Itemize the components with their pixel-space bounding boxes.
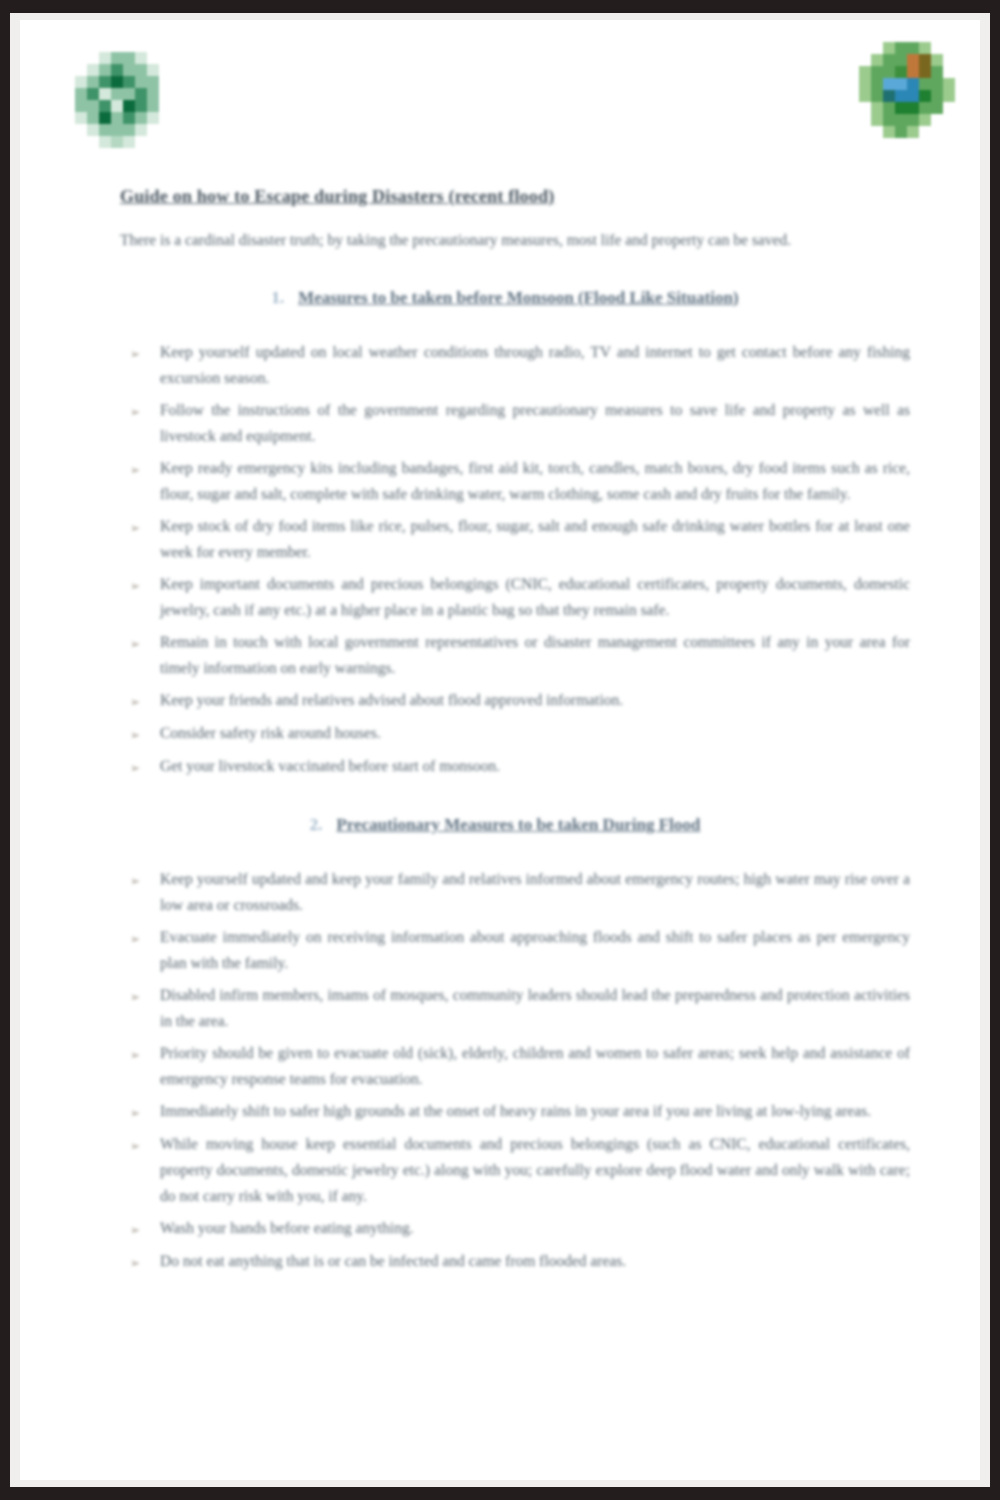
- logo-pixel: [907, 102, 919, 114]
- list-item-text: Evacuate immediately on receiving information about approaching floods and shift to safer places as per emergency plan with the family.: [160, 929, 910, 972]
- logo-pixel-row: [75, 64, 171, 76]
- logo-pixel: [907, 66, 919, 78]
- arrow-bullet-icon: ➢: [130, 463, 141, 477]
- logo-pixel: [919, 114, 931, 126]
- logo-pixel: [919, 90, 931, 102]
- logo-pixel: [919, 66, 931, 78]
- logo-pixel: [123, 64, 135, 76]
- list-item-text: Keep your friends and relatives advised about flood approved information.: [160, 692, 624, 709]
- logo-pixel: [883, 66, 895, 78]
- logo-pixel: [871, 114, 883, 126]
- logo-pixel: [919, 78, 931, 90]
- logo-pixel: [111, 124, 123, 136]
- logo-pixel: [147, 76, 159, 88]
- logo-pixel-row: [859, 78, 955, 90]
- bullet-list: [130, 867, 910, 1276]
- logo-pixel: [159, 76, 171, 88]
- logo-pixel: [883, 114, 895, 126]
- arrow-bullet-icon: ➢: [130, 1139, 141, 1153]
- logo-pixel: [87, 136, 99, 148]
- logo-pixel-row: [75, 112, 171, 124]
- logo-pixel: [99, 52, 111, 64]
- logo-pixel-row: [75, 76, 171, 88]
- logo-pixel: [159, 64, 171, 76]
- section-before-flood: [100, 288, 910, 781]
- logo-pixel: [871, 42, 883, 54]
- logo-pixel: [147, 112, 159, 124]
- logo-pixel: [943, 90, 955, 102]
- logo-pixel: [931, 66, 943, 78]
- list-item: [130, 721, 910, 748]
- logo-pixel: [883, 126, 895, 138]
- logo-pixel: [883, 54, 895, 66]
- arrow-bullet-icon: ➢: [130, 1256, 141, 1270]
- disaster-authority-emblem-icon: [859, 42, 955, 138]
- list-item-text: Keep yourself updated and keep your family and relatives informed about emergency routes; high water may rise over a low area or crossroads.: [160, 871, 910, 914]
- list-item: [130, 867, 910, 919]
- list-item: [130, 630, 910, 682]
- logo-pixel-row: [859, 54, 955, 66]
- logo-pixel-row: [75, 52, 171, 64]
- logo-pixel: [907, 90, 919, 102]
- logo-pixel: [123, 76, 135, 88]
- logo-pixel: [75, 124, 87, 136]
- list-item-text: Immediately shift to safer high grounds at the onset of heavy rains in your area if you are living at low-lying areas.: [160, 1103, 872, 1120]
- logo-pixel: [87, 52, 99, 64]
- list-item: [130, 456, 910, 508]
- logo-pixel: [99, 88, 111, 100]
- logo-pixel: [135, 64, 147, 76]
- section-heading-text: Measures to be taken before Monsoon (Flood Like Situation): [298, 288, 739, 307]
- logo-pixel: [147, 64, 159, 76]
- logo-pixel: [111, 112, 123, 124]
- logo-pixel: [895, 42, 907, 54]
- logo-pixel: [883, 102, 895, 114]
- logo-pixel: [883, 42, 895, 54]
- logo-pixel: [99, 64, 111, 76]
- logo-pixel: [123, 124, 135, 136]
- list-item: [130, 1099, 910, 1126]
- logo-pixel: [87, 112, 99, 124]
- logo-pixel: [75, 100, 87, 112]
- logo-pixel: [883, 90, 895, 102]
- list-item-text: Follow the instructions of the government regarding precautionary measures to save life and property as well as livestock and equipment.: [160, 402, 910, 445]
- list-item: [130, 514, 910, 566]
- arrow-bullet-icon: ➢: [130, 1223, 141, 1237]
- logo-pixel: [159, 100, 171, 112]
- arrow-bullet-icon: ➢: [130, 874, 141, 888]
- logo-pixel: [859, 66, 871, 78]
- arrow-bullet-icon: ➢: [130, 932, 141, 946]
- logo-pixel: [123, 52, 135, 64]
- logo-pixel: [871, 54, 883, 66]
- logo-pixel: [895, 90, 907, 102]
- logo-pixel: [859, 90, 871, 102]
- section-heading: [100, 815, 910, 835]
- logo-pixel: [75, 88, 87, 100]
- logo-pixel: [943, 78, 955, 90]
- logo-pixel: [859, 114, 871, 126]
- government-emblem-icon: [75, 52, 171, 148]
- logo-pixel: [159, 124, 171, 136]
- section-number: 1.: [271, 288, 285, 307]
- list-item-text: Remain in touch with local government representatives or disaster management committees if any in your area for timely information on early warnings.: [160, 634, 910, 677]
- list-item: [130, 1041, 910, 1093]
- list-item-text: Consider safety risk around houses.: [160, 725, 381, 742]
- logo-pixel: [859, 42, 871, 54]
- list-item-text: Keep ready emergency kits including bandages, first aid kit, torch, candles, match boxes, dry food items such as rice, flour, sugar and salt, complete with safe drinking water, warm clothing, some cash and dry fruits for the family.: [160, 460, 910, 503]
- header: [100, 32, 910, 170]
- logo-pixel: [907, 114, 919, 126]
- logo-pixel: [159, 88, 171, 100]
- list-item-text: Keep yourself updated on local weather conditions through radio, TV and internet to get contact before any fishing excursion season.: [160, 344, 910, 387]
- logo-pixel: [907, 42, 919, 54]
- logo-pixel: [159, 112, 171, 124]
- logo-pixel-row: [859, 66, 955, 78]
- logo-pixel: [111, 76, 123, 88]
- logo-pixel: [99, 100, 111, 112]
- logo-pixel-row: [859, 102, 955, 114]
- logo-pixel: [907, 126, 919, 138]
- logo-pixel: [919, 42, 931, 54]
- arrow-bullet-icon: ➢: [130, 695, 141, 709]
- list-item: [130, 754, 910, 781]
- logo-pixel: [943, 126, 955, 138]
- arrow-bullet-icon: ➢: [130, 521, 141, 535]
- arrow-bullet-icon: ➢: [130, 728, 141, 742]
- arrow-bullet-icon: ➢: [130, 347, 141, 361]
- bullet-list: [130, 340, 910, 781]
- logo-pixel: [859, 126, 871, 138]
- arrow-bullet-icon: ➢: [130, 761, 141, 775]
- arrow-bullet-icon: ➢: [130, 579, 141, 593]
- logo-pixel: [871, 78, 883, 90]
- logo-pixel: [871, 90, 883, 102]
- list-item-text: Wash your hands before eating anything.: [160, 1220, 414, 1237]
- logo-pixel: [883, 78, 895, 90]
- arrow-bullet-icon: ➢: [130, 1048, 141, 1062]
- logo-pixel-row: [859, 90, 955, 102]
- logo-pixel: [871, 102, 883, 114]
- logo-pixel: [931, 42, 943, 54]
- section-heading: [100, 288, 910, 308]
- logo-pixel: [75, 64, 87, 76]
- document-page: [20, 20, 980, 1480]
- list-item: [130, 572, 910, 624]
- section-number: 2.: [309, 815, 323, 834]
- logo-pixel: [919, 126, 931, 138]
- arrow-bullet-icon: ➢: [130, 405, 141, 419]
- logo-pixel: [99, 76, 111, 88]
- logo-pixel: [931, 126, 943, 138]
- logo-pixel: [75, 112, 87, 124]
- list-item: [130, 398, 910, 450]
- logo-pixel: [135, 88, 147, 100]
- logo-pixel: [919, 54, 931, 66]
- logo-pixel: [111, 64, 123, 76]
- list-item: [130, 1216, 910, 1243]
- logo-pixel: [75, 76, 87, 88]
- logo-pixel: [99, 112, 111, 124]
- logo-pixel: [859, 102, 871, 114]
- logo-pixel: [919, 102, 931, 114]
- logo-pixel: [147, 136, 159, 148]
- logo-pixel: [895, 114, 907, 126]
- logo-pixel-row: [859, 114, 955, 126]
- logo-pixel: [111, 52, 123, 64]
- logo-pixel-row: [75, 136, 171, 148]
- logo-pixel-row: [75, 88, 171, 100]
- logo-pixel: [135, 52, 147, 64]
- logo-pixel: [895, 66, 907, 78]
- logo-pixel-row: [75, 124, 171, 136]
- logo-pixel-row: [859, 126, 955, 138]
- logo-pixel: [871, 66, 883, 78]
- logo-pixel: [123, 136, 135, 148]
- list-item-text: Keep stock of dry food items like rice, pulses, flour, sugar, salt and enough safe drinking water bottles for at least one week for every member.: [160, 518, 910, 561]
- logo-pixel: [907, 54, 919, 66]
- logo-pixel: [943, 42, 955, 54]
- intro-paragraph: There is a cardinal disaster truth; by taking the precautionary measures, most life and property can be saved.: [120, 232, 791, 249]
- logo-pixel: [895, 78, 907, 90]
- logo-pixel: [895, 126, 907, 138]
- logo-pixel: [147, 124, 159, 136]
- logo-pixel: [943, 66, 955, 78]
- list-item: [130, 925, 910, 977]
- logo-pixel: [135, 100, 147, 112]
- logo-pixel: [135, 76, 147, 88]
- logo-pixel: [123, 88, 135, 100]
- list-item-text: Priority should be given to evacuate old (sick), elderly, children and women to safer areas; seek help and assistance of emergency response teams for evacuation.: [160, 1045, 910, 1088]
- logo-pixel: [931, 78, 943, 90]
- logo-pixel: [859, 78, 871, 90]
- list-item: [130, 1249, 910, 1276]
- logo-pixel: [111, 136, 123, 148]
- page-title: Guide on how to Escape during Disasters (recent flood): [120, 186, 555, 206]
- list-item: [130, 688, 910, 715]
- logo-pixel: [87, 100, 99, 112]
- arrow-bullet-icon: ➢: [130, 637, 141, 651]
- logo-pixel: [87, 64, 99, 76]
- section-heading-text: Precautionary Measures to be taken During Flood: [336, 815, 701, 834]
- arrow-bullet-icon: ➢: [130, 1106, 141, 1120]
- list-item-text: Get your livestock vaccinated before start of monsoon.: [160, 758, 501, 775]
- logo-pixel: [135, 136, 147, 148]
- logo-pixel: [99, 136, 111, 148]
- logo-pixel: [943, 102, 955, 114]
- logo-pixel: [871, 126, 883, 138]
- logo-pixel: [87, 76, 99, 88]
- logo-pixel: [87, 88, 99, 100]
- logo-pixel: [895, 54, 907, 66]
- logo-pixel: [87, 124, 99, 136]
- logo-pixel: [147, 52, 159, 64]
- logo-pixel: [111, 100, 123, 112]
- logo-pixel: [159, 136, 171, 148]
- logo-pixel: [931, 90, 943, 102]
- logo-pixel: [123, 100, 135, 112]
- logo-pixel: [99, 124, 111, 136]
- logo-pixel: [859, 54, 871, 66]
- arrow-bullet-icon: ➢: [130, 990, 141, 1004]
- logo-pixel: [907, 78, 919, 90]
- logo-pixel-row: [859, 42, 955, 54]
- logo-pixel-row: [75, 100, 171, 112]
- logo-pixel: [931, 114, 943, 126]
- logo-pixel: [123, 112, 135, 124]
- logo-pixel: [75, 52, 87, 64]
- list-item: [130, 1132, 910, 1210]
- list-item-text: Do not eat anything that is or can be infected and came from flooded areas.: [160, 1253, 627, 1270]
- logo-pixel: [147, 100, 159, 112]
- logo-pixel: [943, 54, 955, 66]
- list-item-text: Keep important documents and precious belongings (CNIC, educational certificates, property documents, domestic jewelry, cash if any etc.) at a higher place in a plastic bag so that they remain safe.: [160, 576, 910, 619]
- page-margin: [10, 13, 990, 1487]
- list-item-text: While moving house keep essential documents and precious belongings (such as CNIC, educational certificates, property documents, domestic jewelry etc.) along with you; carefully explore deep flood water and only walk with care; do not carry risk with you, if any.: [160, 1136, 910, 1205]
- logo-pixel: [135, 124, 147, 136]
- logo-pixel: [931, 102, 943, 114]
- logo-pixel: [159, 52, 171, 64]
- logo-pixel: [75, 136, 87, 148]
- logo-pixel: [895, 102, 907, 114]
- logo-pixel: [943, 114, 955, 126]
- logo-pixel: [135, 112, 147, 124]
- logo-pixel: [111, 88, 123, 100]
- logo-pixel: [147, 88, 159, 100]
- logo-pixel: [931, 54, 943, 66]
- list-item: [130, 983, 910, 1035]
- list-item: [130, 340, 910, 392]
- list-item-text: Disabled infirm members, imams of mosques, community leaders should lead the preparedness and protection activities in the area.: [160, 987, 910, 1030]
- section-during-flood: [100, 815, 910, 1276]
